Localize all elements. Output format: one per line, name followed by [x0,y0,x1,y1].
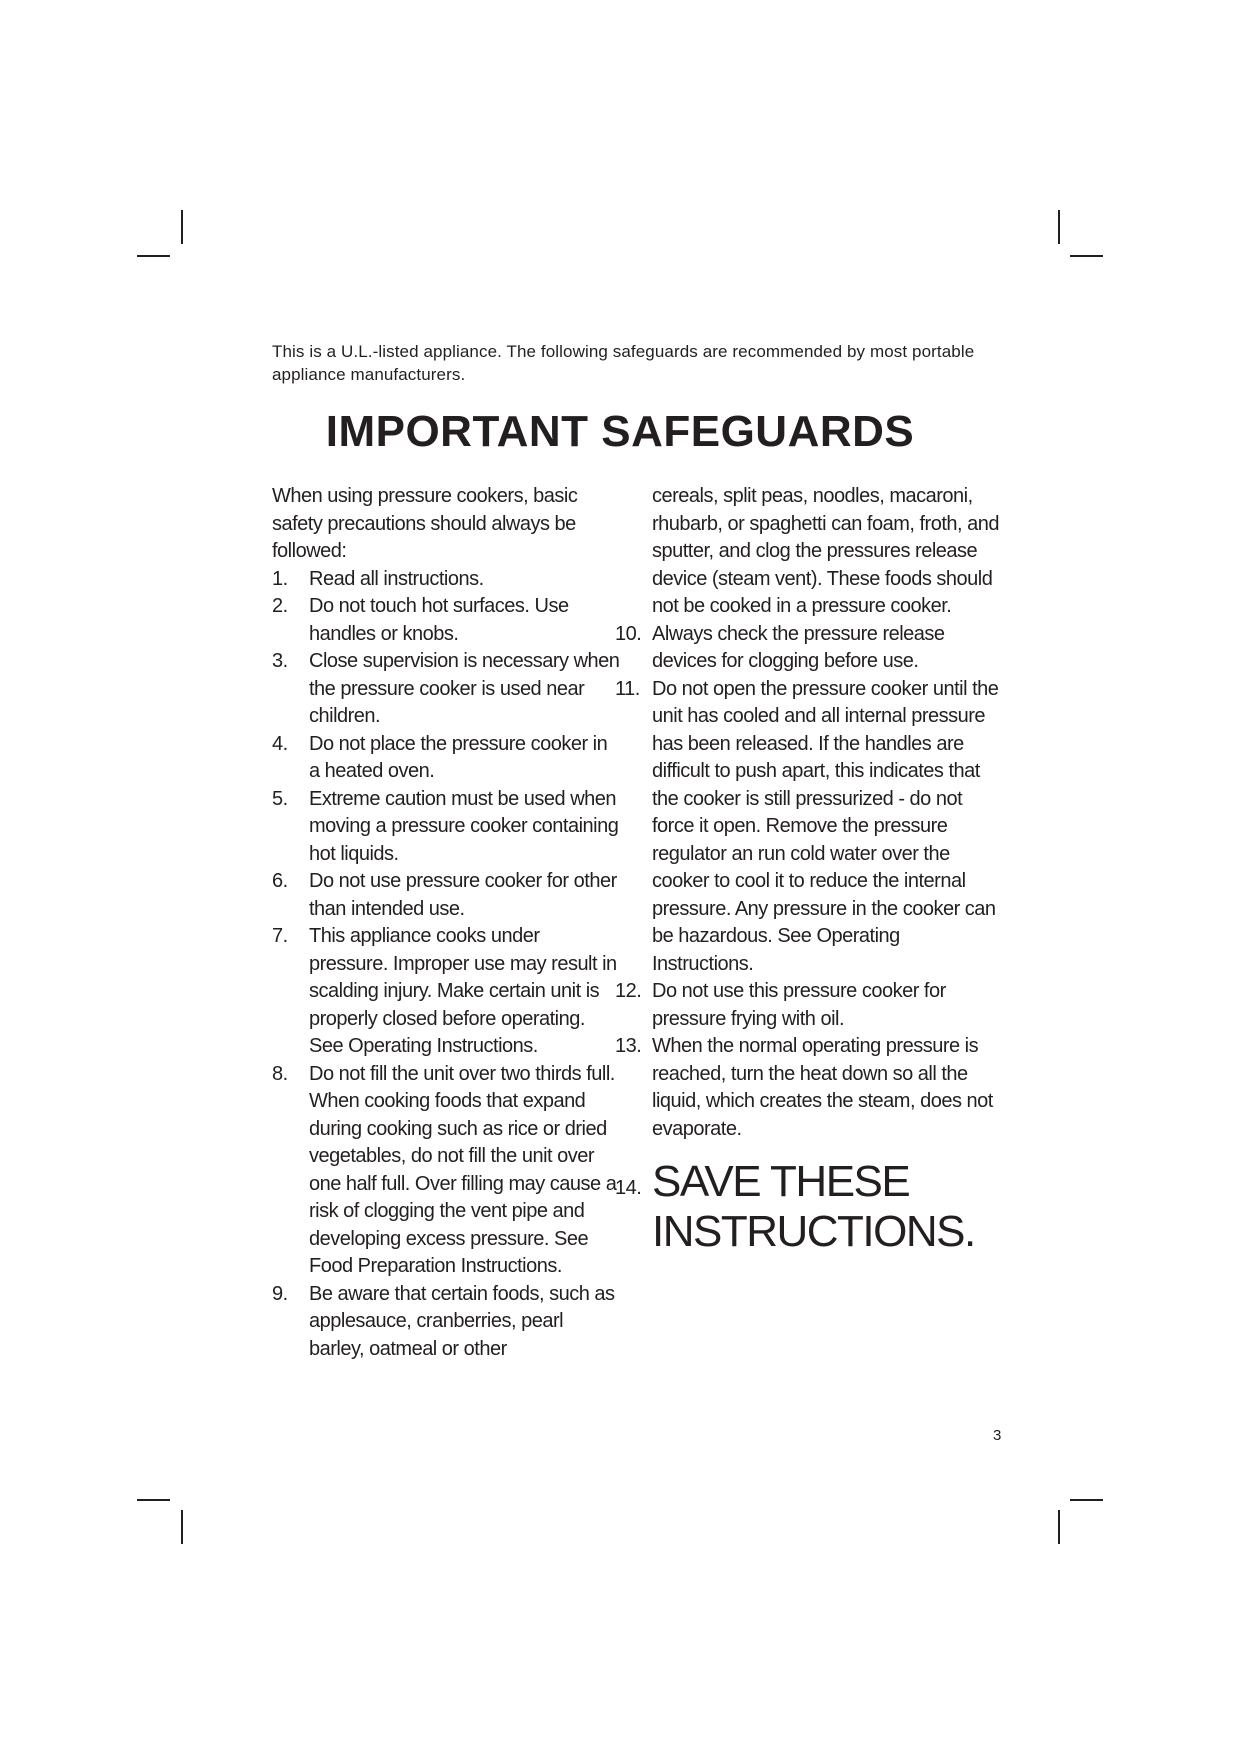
list-item-continuation: cereals, split peas, noodles, macaroni, rhubarb, or spaghetti can foam, froth, and sputter, and clog the pressures release device (steam vent). These foods should not be cooked in a pressure cooker. [652,485,999,617]
list-item [272,566,622,594]
crop-mark [137,255,170,257]
item-number: 5. [272,787,288,810]
item-text: When the normal operating pressure is reached, turn the heat down so all the liquid, which creates the steam, does not evaporate. [652,1035,993,1140]
lead-text: When using pressure cookers, basic safety precautions should always be followed: [272,485,578,562]
list-item [272,868,622,923]
item-text: Do not fill the unit over two thirds full. When cooking foods that expand during cooking such as rice or dried vegetables, do not fill the unit over one half full. Over filling may cause a risk of clogging the vent pipe and developing excess pressure. See Food Preparation Instructions. [309,1062,617,1277]
list-item [272,1061,622,1281]
item-text: Do not use pressure cooker for other than intended use. [309,870,617,920]
page-number: 3 [993,1427,1002,1444]
item-number: 13. [615,1035,642,1057]
crop-mark [1058,1510,1060,1544]
item-text: Always check the pressure release devices for clogging before use. [652,622,945,672]
crop-mark [1070,1499,1103,1501]
right-column [615,483,1002,1257]
item-text: Read all instructions. [309,567,484,590]
item-text: Close supervision is necessary when the pressure cooker is used near children. [309,650,620,727]
item-text: This appliance cooks under pressure. Improper use may result in scalding injury. Make certain unit is properly closed before operating. See Operating Instructions. [309,925,617,1057]
item-text: Do not place the pressure cooker in a heated oven. [309,732,608,782]
item-text: Extreme caution must be used when moving a pressure cooker containing hot liquids. [309,787,619,865]
intro-text: This is a U.L.-listed appliance. The following safeguards are recommended by most portable appliance manufacturers. [272,342,975,384]
save-instructions-item [615,1157,1002,1257]
item-number: 10. [615,622,642,645]
item-number: 12. [615,980,642,1002]
item-number: 11. [615,677,640,700]
item-text: Be aware that certain foods, such as applesauce, cranberries, pearl barley, oatmeal or other [309,1282,615,1360]
item-number: 4. [272,732,288,755]
crop-mark [1070,255,1103,257]
crop-mark [181,1510,183,1544]
left-column [272,483,622,1363]
list-item [272,923,622,1061]
item-number: 7. [272,925,288,947]
list-item [272,731,622,786]
page-title: IMPORTANT SAFEGUARDS [325,407,915,456]
list-item [272,1281,622,1364]
list-item [615,676,1002,979]
item-number: 8. [272,1062,288,1085]
item-number: 9. [272,1282,288,1305]
item-text: Do not use this pressure cooker for pressure frying with oil. [652,980,946,1030]
list-item [272,593,622,648]
item-number: 2. [272,595,288,617]
list-item [615,1033,1002,1143]
list-item [615,621,1002,676]
list-item [272,648,622,731]
save-instructions-text: SAVE THESE INSTRUCTIONS. [652,1157,975,1256]
list-item [615,978,1002,1033]
item-number: 14. [615,1177,642,1199]
item-text: Do not touch hot surfaces. Use handles or knobs. [309,595,569,645]
item-number: 6. [272,870,288,892]
crop-mark [137,1499,170,1501]
crop-mark [1058,210,1060,244]
item-number: 3. [272,650,288,672]
item-text: Do not open the pressure cooker until the unit has cooled and all internal pressure has been released. If the handles are difficult to push apart, this indicates that the cooker is still pressurized - do not force it open. Remove the pressure regulator an run cold water over the cooker to cool it to reduce the internal pressure. Any pressure in the cooker can be hazardous. See Operating Instructions. [652,677,999,975]
item-number: 1. [272,567,288,590]
list-item [272,786,622,869]
crop-mark [181,210,183,244]
